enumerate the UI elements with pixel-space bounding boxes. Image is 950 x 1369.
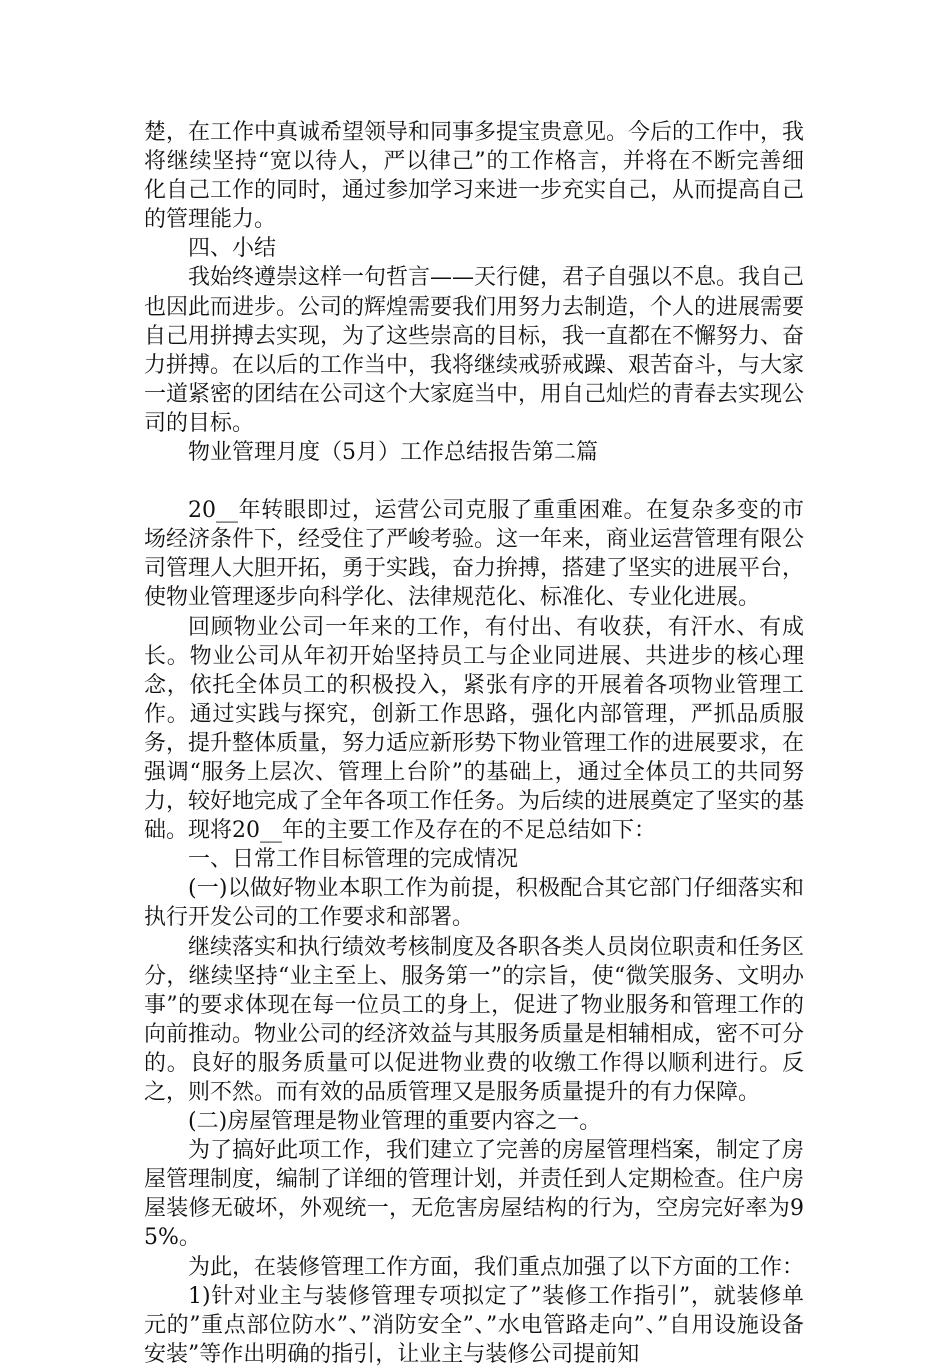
section-heading-daily-goals: 一、日常工作目标管理的完成情况 [188, 847, 519, 873]
paragraph-summary: 我始终遵崇这样一句哲言——天行健，君子自强以不息。我自己也因此而进步。公司的辉煌需要我们用努力去制造，个人的进展需要自己用拼搏去实现，为了这些崇高的目标，我一直都在不懈努力、奋力拼搏。在以后的工作当中，我将继续戒骄戒躁、艰苦奋斗，与大家一道紧密的团结在公司这个大家庭当中，用自己灿烂的青春去实现公司的目标。 [144, 265, 805, 436]
subsection-one: (一)以做好物业本职工作为前提，积极配合其它部门仔细落实和执行开发公司的工作要求和部署。 [144, 876, 804, 931]
paragraph-year-overview: 20__年转眼即过，运营公司克服了重重困难。在复杂多变的市场经济条件下，经受住了严峻考验。这一年来，商业运营管理有限公司管理人大胆开拓，勇于实践，奋力拚搏，搭建了坚实的进展平台，使物业管理逐步向科学化、法律规范化、标准化、专业化进展。 [144, 498, 805, 611]
document-body [144, 118, 804, 1369]
paragraph-housing: 为了搞好此项工作，我们建立了完善的房屋管理档案，制定了房屋管理制度，编制了详细的管理计划，并责任到人定期检查。住户房屋装修无破坏，外观统一，无危害房屋结构的行为，空房完好率为95%。 [144, 1138, 805, 1251]
blank-line [144, 467, 804, 496]
list-item-renovation-1: 1)针对业主与装修管理专项拟定了”装修工作指引”，就装修单元的”重点部位防水”、”消防安全”、”水电管路走向”、”自用设施设备安装”等作出明确的指引，让业主与装修公司提前知 [144, 1283, 804, 1367]
paragraph-review: 回顾物业公司一年来的工作，有付出、有收获，有汗水、有成长。物业公司从年初开始坚持员工与企业同进展、共进步的核心理念，依托全体员工的积极投入，紧张有序的开展着各项物业管理工作。通过实践与探究，创新工作思路，强化内部管理，严抓品质服务，提升整体质量，努力适应新形势下物业管理工作的进展要求，在强调“服务上层次、管理上台阶”的基础上，通过全体员工的共同努力，较好地完成了全年各项工作任务。为后续的进展奠定了坚实的基础。现将20__年的主要工作及存在的不足总结如下： [144, 614, 805, 844]
report-title-second: 物业管理月度（5月）工作总结报告第二篇 [188, 440, 598, 466]
subsection-two: (二)房屋管理是物业管理的重要内容之一。 [188, 1109, 602, 1135]
paragraph-renovation-intro: 为此，在装修管理工作方面，我们重点加强了以下方面的工作： [188, 1254, 805, 1280]
paragraph-performance: 继续落实和执行绩效考核制度及各职各类人员岗位职责和任务区分，继续坚持“业主至上、服务第一”的宗旨，使“微笑服务、文明办事”的要求体现在每一位员工的身上，促进了物业服务和管理工作的向前推动。物业公司的经济效益与其服务质量是相辅相成，密不可分的。良好的服务质量可以促进物业费的收缴工作得以顺利进行。反之，则不然。而有效的品质管理又是服务质量提升的有力保障。 [144, 934, 805, 1105]
paragraph-intro-continuation: 楚，在工作中真诚希望领导和同事多提宝贵意见。今后的工作中，我将继续坚持“宽以待人，严以律己”的工作格言，并将在不断完善细化自己工作的同时，通过参加学习来进一步充实自己，从而提高自己的管理能力。 [144, 120, 805, 233]
section-heading-summary: 四、小结 [188, 236, 277, 262]
